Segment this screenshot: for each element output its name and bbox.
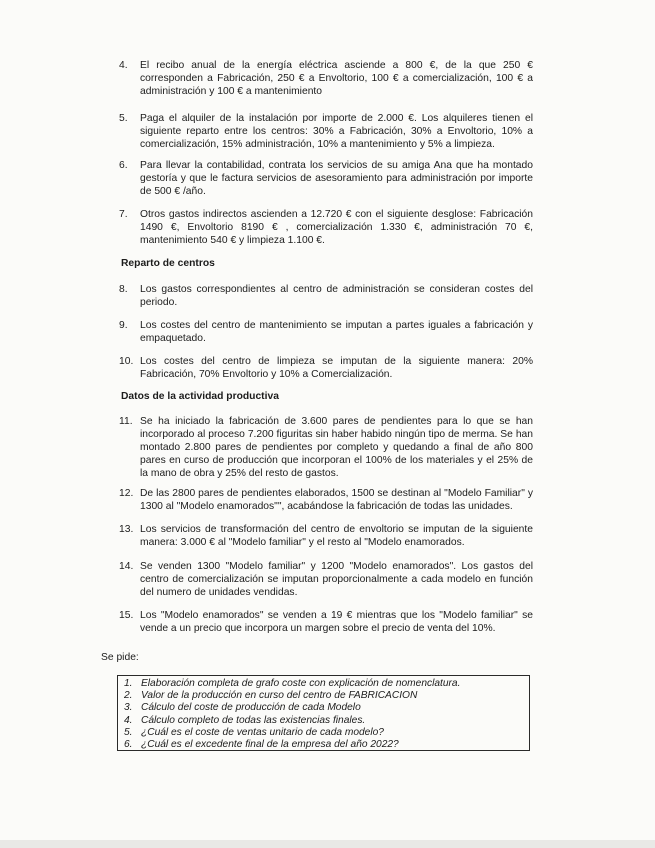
- question-number: 3.: [124, 702, 133, 714]
- section-heading-datos: Datos de la actividad productiva: [121, 391, 279, 402]
- item-number: 8.: [119, 284, 128, 295]
- item-number: 4.: [119, 60, 128, 71]
- list-item: [119, 415, 533, 480]
- list-item: [119, 523, 533, 549]
- question-item: [124, 678, 529, 690]
- item-text: Los gastos correspondientes al centro de administración se consideran costes del periodo.: [140, 284, 533, 308]
- list-item: [119, 487, 533, 513]
- item-number: 10.: [119, 356, 134, 367]
- question-number: 1.: [124, 678, 133, 689]
- list-item: [119, 159, 533, 198]
- item-text: Los servicios de transformación del centro de envoltorio se imputan de la siguiente manera: 3.000 € al "Modelo familiar" y el resto al "Modelo enamorados.: [140, 524, 533, 548]
- question-text: ¿Cuál es el coste de ventas unitario de cada modelo?: [141, 726, 384, 738]
- list-item: [119, 560, 533, 599]
- question-item: [124, 690, 529, 702]
- item-number: 5.: [119, 113, 128, 124]
- item-text: Los costes del centro de limpieza se imputan de la siguiente manera: 20% Fabricación, 70% Envoltorio y 10% a Comercialización.: [140, 356, 533, 380]
- questions-box: [117, 675, 530, 751]
- question-number: 4.: [124, 714, 133, 726]
- section-heading-reparto: Reparto de centros: [121, 258, 215, 269]
- question-item: [124, 727, 529, 739]
- list-item: [119, 319, 533, 345]
- question-number: 2.: [124, 690, 133, 702]
- item-number: 14.: [119, 561, 134, 572]
- question-item: [124, 715, 529, 727]
- item-text: Los "Modelo enamorados" se venden a 19 € mientras que los "Modelo familiar" se vende a un precio que incorpora un margen sobre el precio de venta del 10%.: [140, 610, 533, 634]
- item-text: Se venden 1300 "Modelo familiar" y 1200 "Modelo enamorados". Los gastos del centro de comercialización se imputan proporcionalmente a cada modelo en función del numero de unidades vendidas.: [140, 561, 533, 598]
- item-number: 13.: [119, 524, 134, 535]
- item-text: El recibo anual de la energía eléctrica asciende a 800 €, de la que 250 € corresponden a Fabricación, 250 € a Envoltorio, 100 € a comercialización, 100 € a administración y 100 € a mantenimiento: [140, 60, 533, 97]
- question-text: Cálculo completo de todas las existencias finales.: [141, 714, 366, 726]
- item-text: Los costes del centro de mantenimiento se imputan a partes iguales a fabricación y empaquetado.: [140, 320, 533, 344]
- item-number: 9.: [119, 320, 128, 331]
- item-text: Para llevar la contabilidad, contrata los servicios de su amiga Ana que ha montado gestoría y que le factura servicios de asesoramiento para administración por importe de 500 € /año.: [140, 160, 533, 197]
- item-number: 11.: [119, 416, 133, 427]
- list-item: [119, 208, 533, 247]
- item-number: 7.: [119, 209, 128, 220]
- list-item: [119, 609, 533, 635]
- question-number: 6.: [124, 739, 133, 751]
- list-item: [119, 112, 533, 151]
- se-pide-label: Se pide:: [101, 652, 139, 663]
- question-item: [124, 739, 529, 751]
- item-text: De las 2800 pares de pendientes elaborados, 1500 se destinan al "Modelo Familiar" y 1300 al "Modelo enamorados"", acabándose la fabricación de todas las unidades.: [140, 488, 533, 512]
- question-text: ¿Cuál es el excedente final de la empresa del año 2022?: [141, 739, 399, 751]
- list-item: [119, 355, 533, 381]
- question-text: Valor de la producción en curso del centro de FABRICACION: [141, 690, 418, 702]
- item-text: Paga el alquiler de la instalación por importe de 2.000 €. Los alquileres tienen el siguiente reparto entre los centros: 30% a Fabricación, 30% a Envoltorio, 10% a comercialización, 15% administración, 10% a mantenimiento y 5% a limpieza.: [140, 113, 533, 150]
- item-number: 15.: [119, 610, 134, 621]
- item-text: Se ha iniciado la fabricación de 3.600 pares de pendientes para lo que se han incorporado al proceso 7.200 figuritas sin haber habido ningún tipo de merma. Se han montado 2.800 pares de pendientes por completo y quedando a final de año 800 pares en curso de producción que incorporan el 100% de los materiales y el 25% de la mano de obra y 25% del resto de gastos.: [140, 416, 533, 479]
- list-item: [119, 59, 533, 98]
- question-text: Cálculo del coste de producción de cada Modelo: [141, 702, 361, 714]
- page-bottom-edge: [0, 840, 655, 848]
- item-text: Otros gastos indirectos ascienden a 12.720 € con el siguiente desglose: Fabricación 1490 €, Envoltorio 8190 € , comercialización 1.330 €, administración 70 €, mantenimiento 540 € y limpieza 1.100 €.: [140, 209, 533, 246]
- item-number: 6.: [119, 160, 128, 171]
- list-item: [119, 283, 533, 309]
- question-item: [124, 702, 529, 714]
- question-number: 5.: [124, 726, 133, 738]
- item-number: 12.: [119, 488, 134, 499]
- question-text: Elaboración completa de grafo coste con explicación de nomenclatura.: [141, 678, 461, 689]
